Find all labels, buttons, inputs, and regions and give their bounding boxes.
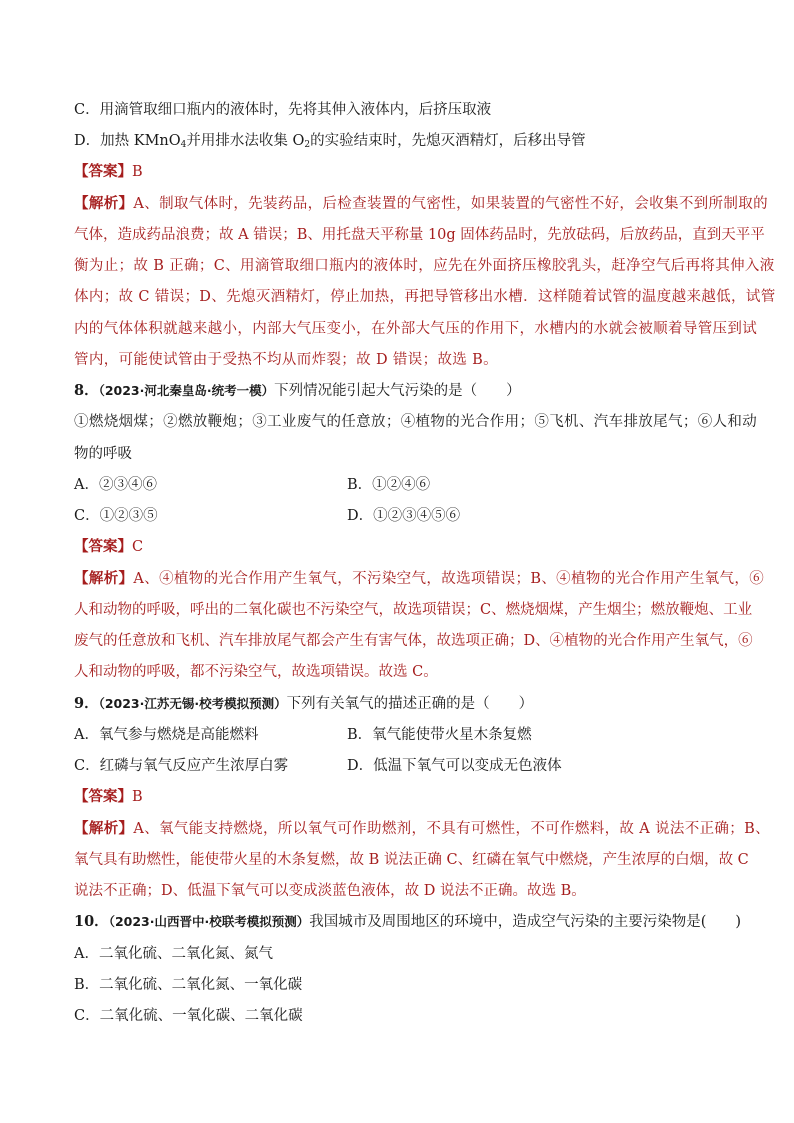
- prev-option-d-text: D．加热 KMnO: [74, 133, 181, 149]
- prev-analysis-line: 【解析】A、制取气体时，先装药品，后检查装置的气密性，如果装置的气密性不好，会收集不到所制取的: [74, 195, 768, 212]
- prev-analysis-line: 管内，可能使试管由于受热不均从而炸裂；故 D 错误；故选 B。: [74, 352, 498, 368]
- q8-answer: [74, 538, 143, 556]
- q9-stem: [74, 695, 533, 713]
- prev-option-d-text: 的实验结束时，先熄灭酒精灯，后移出导管: [310, 133, 586, 149]
- question-source: （2023·河北秦皇岛·统考一模）: [98, 383, 275, 398]
- prev-analysis-line: 衡为止；故 B 正确；C、用滴管取细口瓶内的液体时，应先在外面挤压橡胶乳头，赶净空气后再将其伸入液: [74, 258, 775, 274]
- subscript: 4: [180, 140, 187, 150]
- question-source: （2023·江苏无锡·校考模拟预测）: [98, 696, 287, 711]
- answer-value: C: [132, 539, 144, 555]
- q9-option-c: C．红磷与氧气反应产生浓厚白雾: [74, 758, 289, 774]
- q8-option-d: D．①②③④⑤⑥: [347, 508, 461, 524]
- question-number: 10．: [74, 913, 109, 930]
- q8-option-b: B．①②④⑥: [347, 477, 431, 493]
- prev-answer: [74, 163, 143, 181]
- q10-stem: [74, 913, 741, 931]
- q8-option-c: C．①②③⑤: [74, 508, 158, 524]
- q9-analysis-line: 【解析】A、氧气能支持燃烧，所以氧气可作助燃剂，不具有可燃性，不可作燃料，故 A 说法不正确；B、: [74, 820, 770, 837]
- prev-analysis-line: 体内；故 C 错误；D、先熄灭酒精灯，停止加热，再把导管移出水槽．这样随着试管的温度越来越低，试管: [74, 289, 776, 305]
- question-number: 8．: [74, 382, 99, 399]
- q9-analysis-line: 氧气具有助燃性，能使带火星的木条复燃，故 B 说法正确 C、红磷在氧气中燃烧，产生浓厚的白烟，故 C: [74, 852, 749, 868]
- analysis-tag: 【解析】: [74, 570, 134, 587]
- answer-value: B: [132, 789, 143, 805]
- q8-analysis-line: 人和动物的呼吸，呼出的二氧化碳也不污染空气，故选项错误；C、燃烧烟煤，产生烟尘；燃放鞭炮、工业: [74, 602, 753, 618]
- q10-option-b: B．二氧化硫、二氧化氮、一氧化碳: [74, 977, 303, 993]
- question-text: 下列情况能引起大气污染的是（ ）: [274, 383, 521, 399]
- q9-option-a: A．氧气参与燃烧是高能燃料: [74, 727, 259, 743]
- analysis-tag: 【解析】: [74, 820, 134, 837]
- question-text: 下列有关氧气的描述正确的是（ ）: [286, 696, 534, 712]
- question-text: 我国城市及周围地区的环境中，造成空气污染的主要污染物是( ): [309, 914, 742, 930]
- question-number: 9．: [74, 695, 99, 712]
- answer-tag: 【答案】: [74, 788, 132, 805]
- prev-analysis-line: 内的气体体积就越来越小，内部大气压变小，在外部大气压的作用下，水槽内的水就会被顺着导管压到试: [74, 321, 758, 337]
- q9-answer: [74, 788, 143, 806]
- q8-items: 物的呼吸: [74, 446, 132, 462]
- q8-analysis-line: 人和动物的呼吸，都不污染空气，故选项错误。故选 C。: [74, 664, 438, 680]
- q8-analysis-line: 废气的任意放和飞机、汽车排放尾气都会产生有害气体，故选项正确；D、④植物的光合作用产生氧气，⑥: [74, 633, 753, 649]
- analysis-tag: 【解析】: [74, 195, 134, 212]
- q8-analysis-line: 【解析】A、④植物的光合作用产生氧气，不污染空气，故选项错误；B、④植物的光合作用产生氧气，⑥: [74, 570, 765, 587]
- answer-tag: 【答案】: [74, 538, 132, 555]
- prev-option-d: [74, 132, 586, 150]
- q9-analysis-line: 说法不正确；D、低温下氧气可以变成淡蓝色液体，故 D 说法不正确。故选 B。: [74, 883, 586, 899]
- answer-tag: 【答案】: [74, 163, 132, 180]
- prev-option-d-text: 并用排水法收集 O: [186, 133, 305, 149]
- q10-option-c: C．二氧化硫、一氧化碳、二氧化碳: [74, 1008, 303, 1024]
- q10-option-a: A．二氧化硫、二氧化氮、氮气: [74, 946, 273, 962]
- prev-analysis-line: 气体，造成药品浪费；故 A 错误；B、用托盘天平称量 10g 固体药品时，先放砝码，后放药品，直到天平平: [74, 227, 765, 243]
- q8-option-a: A．②③④⑥: [74, 477, 157, 493]
- q9-option-b: B．氧气能使带火星木条复燃: [347, 727, 532, 743]
- answer-value: B: [132, 164, 143, 180]
- q9-option-d: D．低温下氧气可以变成无色液体: [347, 758, 562, 774]
- subscript: 2: [304, 140, 311, 150]
- prev-option-c: C．用滴管取细口瓶内的液体时，先将其伸入液体内，后挤压取液: [74, 102, 492, 118]
- q8-stem: [74, 382, 521, 400]
- question-source: （2023·山西晋中·校联考模拟预测）: [108, 914, 310, 929]
- q8-items: ①燃烧烟煤；②燃放鞭炮；③工业废气的任意放；④植物的光合作用；⑤飞机、汽车排放尾气；⑥人和动: [74, 414, 758, 430]
